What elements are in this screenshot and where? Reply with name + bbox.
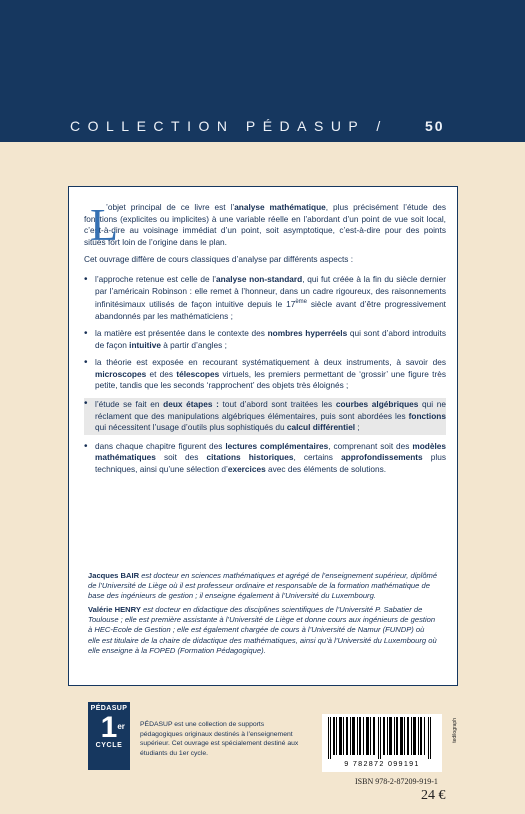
aspects-intro: Cet ouvrage diffère de cours classiques d’analyse par différents aspects : xyxy=(84,254,354,265)
list-item: • l’approche retenue est celle de l’analyse non-standard, qui fut créée à la fin du siècle dernier par l’américain Robinson : elle remet à l’honneur, dans un cadre rigoureux, des raisonnements infinitésimaux utilisés de façon intuitive depuis le 17ème siècle avant d’être progressivement abandonnés par les mathématiciens ; xyxy=(84,274,446,322)
list-item: • la théorie est exposée en recourant systématiquement à deux instruments, à savoir des microscopes et des télescopes virtuels, les premiers permettant de ‘grossir’ une figure très petite, tandis que les seconds ‘rapprochent’ des objets très éloignés ; xyxy=(84,357,446,392)
barcode-bars xyxy=(322,714,442,759)
author-bios xyxy=(88,571,438,660)
aspects-list xyxy=(84,274,446,476)
collection-number: 50 xyxy=(425,118,445,134)
description-text xyxy=(84,199,447,482)
pedasup-logo xyxy=(88,702,130,770)
printer-mark: tedilograph xyxy=(452,718,458,743)
intro-text: , plus précisément l’étude des fonctions (explicites ou implicites) à une variable réelle en l’abordant d’un point de vue soit local, c’est-à-dire au voisinage immédiat d’un point, soit asymptotique, c’est-à-dire pour des points situés fort loin de l’origine dans le plan. xyxy=(84,202,446,247)
collection-description: PÉDASUP est une collection de supports pédagogiques originaux destinés à l’enseignement supérieur. Cet ouvrage est spécialement destiné aux étudiants du 1er cycle. xyxy=(140,721,299,757)
list-item: • l’étude se fait en deux étapes : tout d’abord sont traitées les courbes algébriques qui ne réclament que des manipulations algébriques élémentaires, puis sont abordées les fonctions qui nécessitent l’usage d’outils plus sophistiqués du calcul différentiel ; xyxy=(84,398,446,435)
author-bio: Valérie HENRY est docteur en didactique des disciplines scientifiques de l’Université P. Sabatier de Toulouse ; elle est première assistante à l’Université de Liège et donne cours aux ingénieurs de gestion à HEC-Ecole de Gestion ; elle est également chargée de cours à l’Université de Namur (FUNDP) où elle est titulaire de la chaire de didactique des mathématiques, ainsi qu’à l’Université du Luxembourg où elle enseigne à la FOPED (Formation Pédagogique). xyxy=(88,605,437,655)
logo-brand: PÉDASUP xyxy=(90,705,128,712)
intro-text: ’objet principal de ce livre est l’ xyxy=(106,202,235,212)
author-bio: Jacques BAIR est docteur en sciences mathématiques et agrégé de l’enseignement supérieur, diplômé de l’Université de Liège où il est professeur ordinaire et responsable de la formation mathématique de base des ingénieurs de gestion ; il enseigne également à l’Université du Luxembourg. xyxy=(88,571,438,601)
dropcap: L xyxy=(90,199,119,250)
author-name: Valérie HENRY xyxy=(88,605,141,615)
logo-cycle: CYCLE xyxy=(95,742,123,749)
barcode-number: 9 782872 099191 xyxy=(344,759,420,768)
list-item: • dans chaque chapitre figurent des lectures complémentaires, comprenant soit des modèles mathématiques soit des citations historiques, certains approfondissements plus techniques, ainsi qu’une sélection d’exercices avec des éléments de solutions. xyxy=(84,441,446,476)
intro-bold: analyse mathématique xyxy=(234,202,326,212)
price: 24 € xyxy=(421,788,446,803)
list-item: • la matière est présentée dans le contexte des nombres hyperréels qui sont d’abord introduits de façon intuitive à partir d’angles ; xyxy=(84,328,446,351)
logo-number: 1 er xyxy=(100,711,125,744)
author-name: Jacques BAIR xyxy=(88,571,140,580)
collection-title xyxy=(70,118,460,136)
isbn: ISBN 978-2-87209-919-1 xyxy=(355,777,438,786)
intro-paragraph xyxy=(84,199,446,250)
collection-label: COLLECTION PÉDASUP / xyxy=(70,118,388,134)
